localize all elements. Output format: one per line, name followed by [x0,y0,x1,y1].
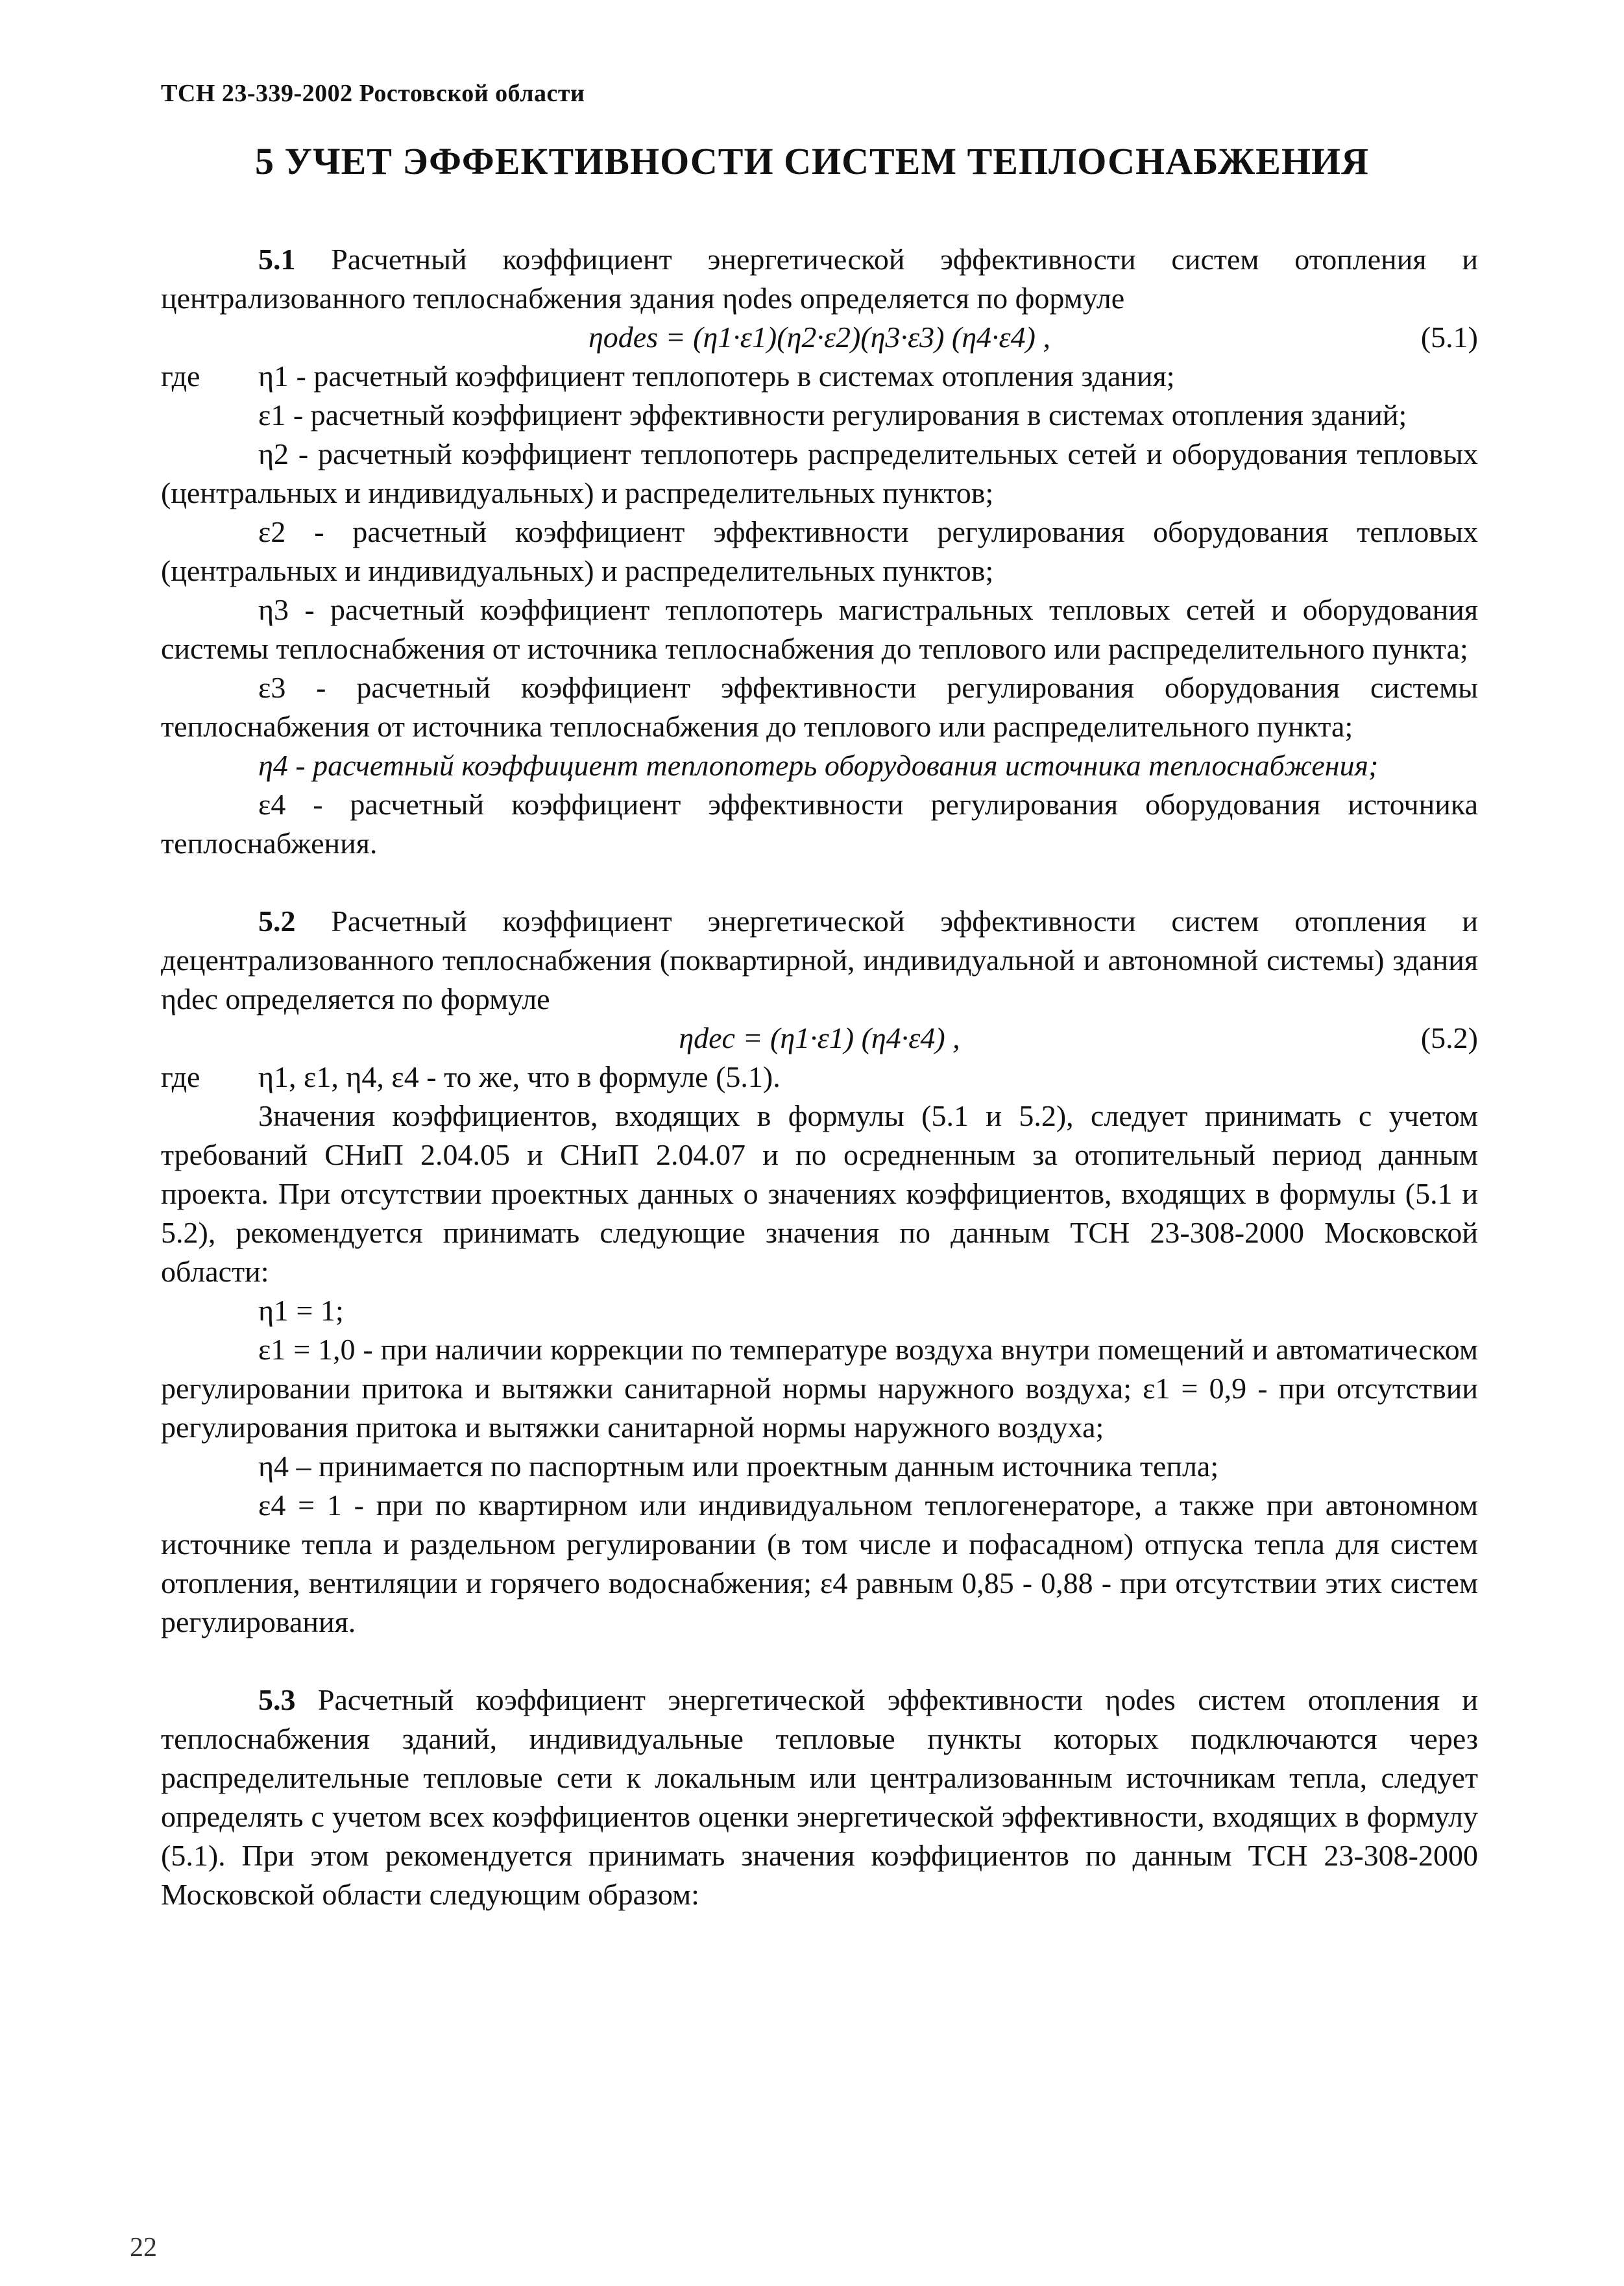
definition-eps4: ε4 - расчетный коэффициент эффективности регулирования оборудования источника теплоснабжения. [161,788,1478,860]
definition-eta4: η4 - расчетный коэффициент теплопотерь оборудования источника теплоснабжения; [258,749,1379,782]
equation-number: (5.2) [1420,1021,1478,1054]
definition-eta1: η1 - расчетный коэффициент теплопотерь в системах отопления здания; [258,359,1175,393]
equation-number: (5.1) [1420,321,1478,354]
formula-5-1 [161,318,1478,357]
spacer [161,863,1478,902]
definition-row [161,1058,1478,1097]
definition-eps2: ε2 - расчетный коэффициент эффективности регулирования оборудования тепловых (центральных и индивидуальных) и распределительных пунктов; [161,515,1478,587]
formula-expression: ηdec = (η1·ε1) (η4·ε4) , [679,1021,960,1054]
clause-text: Расчетный коэффициент энергетической эффективности систем отопления и децентрализованного теплоснабжения (поквартирной, индивидуальной и автономной системы) здания ηdec определяется по формуле [161,905,1478,1015]
definition-eps3: ε3 - расчетный коэффициент эффективности регулирования оборудования системы теплоснабжения от источника теплоснабжения до теплового или распределительного пункта; [161,671,1478,743]
clause-text: Расчетный коэффициент энергетической эффективности ηodes систем отопления и теплоснабжения зданий, индивидуальные тепловые пункты которых подключаются через распределительные тепловые сети к локальным или централизованным источникам тепла, следует определять с учетом всех коэффициентов оценки энергетической эффективности, входящих в формулу (5.1). При этом рекомендуется принимать значения коэффициентов по данным ТСН 23-308-2000 Московской области следующим образом: [161,1683,1478,1911]
value-eta4: η4 – принимается по паспортным или проектным данным источника тепла; [258,1450,1219,1483]
formula-5-2 [161,1019,1478,1058]
section-body [161,240,1478,1914]
clause-5-3 [161,1681,1478,1914]
value-eta1: η1 = 1; [258,1294,344,1327]
definition-row [161,357,1478,396]
document-header: ТСН 23-339-2002 Ростовской области [161,80,585,107]
spacer [161,1642,1478,1681]
value-eps1: ε1 = 1,0 - при наличии коррекции по температуре воздуха внутри помещений и автоматическом регулировании притока и вытяжки санитарной нормы наружного воздуха; ε1 = 0,9 - при отсутствии регулирования притока и вытяжки санитарной нормы наружного воздуха; [161,1333,1478,1444]
clause-5-1-intro [161,240,1478,318]
where-label: где [161,1060,200,1093]
clause-number: 5.1 [258,243,296,276]
definition-same-as: η1, ε1, η4, ε4 - то же, что в формуле (5.1). [258,1060,781,1093]
page-number: 22 [130,2233,157,2263]
values-intro: Значения коэффициентов, входящих в формулы (5.1 и 5.2), следует принимать с учетом требований СНиП 2.04.05 и СНиП 2.04.07 и по осредненным за отопительный период данным проекта. При отсутствии проектных данных о значениях коэффициентов, входящих в формулы (5.1 и 5.2), рекомендуется принимать следующие значения по данным ТСН 23-308-2000 Московской области: [161,1099,1478,1288]
where-label: где [161,359,200,393]
clause-number: 5.2 [258,905,296,938]
value-eps4: ε4 = 1 - при по квартирном или индивидуальном теплогенераторе, а также при автономном источнике тепла и раздельном регулировании (в том числе и пофасадном) отпуска тепла для систем отопления, вентиляции и горячего водоснабжения; ε4 равным 0,85 - 0,88 - при отсутствии этих систем регулирования. [161,1489,1478,1638]
clause-text: Расчетный коэффициент энергетической эффективности систем отопления и централизованного теплоснабжения здания ηodes определяется по формуле [161,243,1478,315]
clause-number: 5.3 [258,1683,296,1716]
clause-5-2-intro [161,902,1478,1019]
definition-eps1: ε1 - расчетный коэффициент эффективности регулирования в системах отопления зданий; [258,398,1407,432]
definition-eta3: η3 - расчетный коэффициент теплопотерь магистральных тепловых сетей и оборудования системы теплоснабжения от источника теплоснабжения до теплового или распределительного пункта; [161,593,1478,665]
definition-eta2: η2 - расчетный коэффициент теплопотерь распределительных сетей и оборудования тепловых (центральных и индивидуальных) и распределительных пунктов; [161,437,1478,509]
formula-expression: ηodes = (η1·ε1)(η2·ε2)(η3·ε3) (η4·ε4) , [588,321,1050,354]
section-title: 5 УЧЕТ ЭФФЕКТИВНОСТИ СИСТЕМ ТЕПЛОСНАБЖЕНИЯ [254,140,1370,182]
